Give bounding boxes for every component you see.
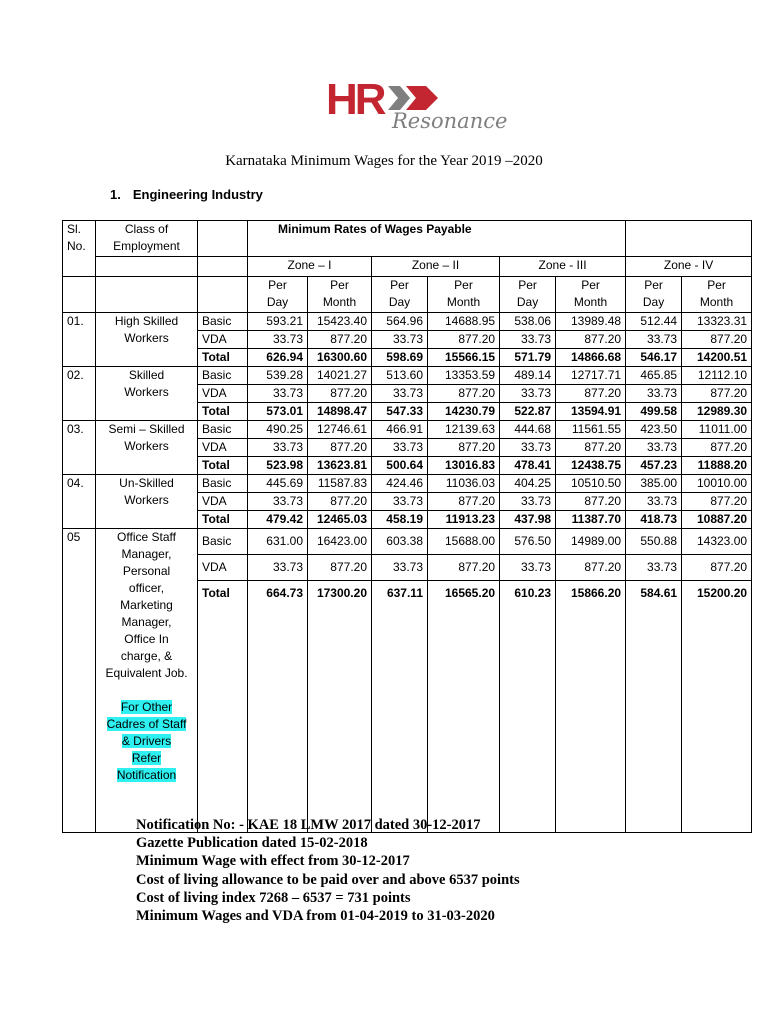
zone-header: Zone – I bbox=[248, 257, 372, 277]
wage-value: 10010.00 bbox=[682, 475, 752, 493]
page-title: Karnataka Minimum Wages for the Year 2019 –2020 bbox=[225, 153, 543, 169]
wage-value: 16565.20 bbox=[428, 581, 500, 833]
component-label: Basic bbox=[198, 367, 248, 385]
wage-value: 877.20 bbox=[308, 385, 372, 403]
wage-value: 546.17 bbox=[626, 349, 682, 367]
wage-value: 512.44 bbox=[626, 313, 682, 331]
class-of-employment: Semi – Skilled Workers bbox=[96, 421, 198, 475]
wage-value: 877.20 bbox=[308, 493, 372, 511]
wage-value: 584.61 bbox=[626, 581, 682, 833]
wage-value: 13353.59 bbox=[428, 367, 500, 385]
wage-value: 33.73 bbox=[372, 493, 428, 511]
wage-value: 12746.61 bbox=[308, 421, 372, 439]
component-label: VDA bbox=[198, 439, 248, 457]
wage-value: 11888.20 bbox=[682, 457, 752, 475]
wage-value: 593.21 bbox=[248, 313, 308, 331]
wage-value: 12717.71 bbox=[556, 367, 626, 385]
component-label: Total bbox=[198, 581, 248, 833]
zone-header: Zone - IV bbox=[626, 257, 752, 277]
wage-value: 33.73 bbox=[372, 555, 428, 581]
wage-value: 877.20 bbox=[308, 555, 372, 581]
wage-value: 499.58 bbox=[626, 403, 682, 421]
wage-value: 33.73 bbox=[626, 331, 682, 349]
wage-value: 877.20 bbox=[556, 385, 626, 403]
wage-value: 877.20 bbox=[556, 331, 626, 349]
wage-value: 466.91 bbox=[372, 421, 428, 439]
component-label: Total bbox=[198, 349, 248, 367]
per-day-header: Per Day bbox=[248, 277, 308, 313]
wage-value: 603.38 bbox=[372, 529, 428, 555]
wage-value: 13016.83 bbox=[428, 457, 500, 475]
wage-value: 33.73 bbox=[500, 493, 556, 511]
wage-value: 550.88 bbox=[626, 529, 682, 555]
refer-notification-note: For Other Cadres of Staff & Drivers Refer Notification bbox=[106, 700, 187, 782]
wage-value: 423.50 bbox=[626, 421, 682, 439]
sl-no: 02. bbox=[63, 367, 96, 421]
wage-value: 610.23 bbox=[500, 581, 556, 833]
table-row bbox=[63, 421, 752, 439]
component-label: Basic bbox=[198, 529, 248, 555]
wage-value: 33.73 bbox=[372, 385, 428, 403]
wage-value: 664.73 bbox=[248, 581, 308, 833]
note-line: Notification No: - KAE 18 LMW 2017 dated 30-12-2017 bbox=[136, 817, 481, 833]
wage-value: 490.25 bbox=[248, 421, 308, 439]
wage-value: 15688.00 bbox=[428, 529, 500, 555]
class-of-employment: Skilled Workers bbox=[96, 367, 198, 421]
wage-value: 15423.40 bbox=[308, 313, 372, 331]
wage-value: 877.20 bbox=[556, 493, 626, 511]
wage-value: 11587.83 bbox=[308, 475, 372, 493]
table-row bbox=[63, 475, 752, 493]
wage-value: 877.20 bbox=[682, 555, 752, 581]
wage-value: 12465.03 bbox=[308, 511, 372, 529]
wage-value: 523.98 bbox=[248, 457, 308, 475]
wage-value: 33.73 bbox=[500, 331, 556, 349]
wage-value: 13989.48 bbox=[556, 313, 626, 331]
wage-value: 12139.63 bbox=[428, 421, 500, 439]
wage-value: 11561.55 bbox=[556, 421, 626, 439]
wage-value: 33.73 bbox=[248, 331, 308, 349]
wage-value: 631.00 bbox=[248, 529, 308, 555]
wage-value: 877.20 bbox=[682, 331, 752, 349]
wage-value: 33.73 bbox=[626, 385, 682, 403]
wage-value: 445.69 bbox=[248, 475, 308, 493]
wage-value: 437.98 bbox=[500, 511, 556, 529]
wage-value: 444.68 bbox=[500, 421, 556, 439]
wage-value: 14200.51 bbox=[682, 349, 752, 367]
wage-value: 457.23 bbox=[626, 457, 682, 475]
wage-value: 877.20 bbox=[428, 439, 500, 457]
note-line: Minimum Wages and VDA from 01-04-2019 to 31-03-2020 bbox=[136, 908, 495, 925]
wage-value: 33.73 bbox=[626, 493, 682, 511]
wage-value: 478.41 bbox=[500, 457, 556, 475]
wage-value: 33.73 bbox=[248, 555, 308, 581]
wage-value: 877.20 bbox=[682, 493, 752, 511]
wage-value: 13623.81 bbox=[308, 457, 372, 475]
wage-value: 14989.00 bbox=[556, 529, 626, 555]
wage-value: 513.60 bbox=[372, 367, 428, 385]
wage-value: 573.01 bbox=[248, 403, 308, 421]
wage-value: 489.14 bbox=[500, 367, 556, 385]
per-month-header: Per Month bbox=[682, 277, 752, 313]
wage-value: 418.73 bbox=[626, 511, 682, 529]
class-of-employment: High Skilled Workers bbox=[96, 313, 198, 367]
component-label: VDA bbox=[198, 555, 248, 581]
wage-value: 547.33 bbox=[372, 403, 428, 421]
wage-value: 564.96 bbox=[372, 313, 428, 331]
wage-value: 522.87 bbox=[500, 403, 556, 421]
wage-value: 877.20 bbox=[556, 555, 626, 581]
notification-notes bbox=[136, 816, 520, 925]
component-label: VDA bbox=[198, 385, 248, 403]
per-day-header: Per Day bbox=[372, 277, 428, 313]
wage-value: 11387.70 bbox=[556, 511, 626, 529]
wage-value: 14688.95 bbox=[428, 313, 500, 331]
wage-value: 33.73 bbox=[626, 439, 682, 457]
class-of-employment: Un-Skilled Workers bbox=[96, 475, 198, 529]
wage-value: 15200.20 bbox=[682, 581, 752, 833]
component-label: Total bbox=[198, 511, 248, 529]
wage-value: 10887.20 bbox=[682, 511, 752, 529]
component-label: Basic bbox=[198, 313, 248, 331]
component-label: Basic bbox=[198, 475, 248, 493]
wage-value: 465.85 bbox=[626, 367, 682, 385]
component-label: VDA bbox=[198, 493, 248, 511]
wage-value: 12112.10 bbox=[682, 367, 752, 385]
header-sl: Sl. No. bbox=[63, 221, 96, 277]
wage-value: 16423.00 bbox=[308, 529, 372, 555]
component-label: Basic bbox=[198, 421, 248, 439]
table-row bbox=[63, 367, 752, 385]
wage-value: 458.19 bbox=[372, 511, 428, 529]
sl-no: 04. bbox=[63, 475, 96, 529]
wage-value: 877.20 bbox=[428, 493, 500, 511]
logo-mark: HR bbox=[326, 75, 384, 124]
wage-value: 598.69 bbox=[372, 349, 428, 367]
per-month-header: Per Month bbox=[556, 277, 626, 313]
wage-value: 11036.03 bbox=[428, 475, 500, 493]
zone-header: Zone - III bbox=[500, 257, 626, 277]
wage-value: 877.20 bbox=[682, 385, 752, 403]
logo-sub: Resonance bbox=[392, 109, 508, 133]
wage-value: 14230.79 bbox=[428, 403, 500, 421]
wage-value: 33.73 bbox=[372, 331, 428, 349]
wages-table bbox=[62, 220, 752, 833]
header-class: Class of Employment bbox=[96, 221, 198, 257]
header-rates: Minimum Rates of Wages Payable bbox=[248, 221, 500, 257]
wage-value: 15566.15 bbox=[428, 349, 500, 367]
wage-value: 13323.31 bbox=[682, 313, 752, 331]
wage-value: 626.94 bbox=[248, 349, 308, 367]
wage-value: 877.20 bbox=[308, 331, 372, 349]
wage-value: 538.06 bbox=[500, 313, 556, 331]
wage-value: 10510.50 bbox=[556, 475, 626, 493]
wage-value: 877.20 bbox=[556, 439, 626, 457]
wage-value: 16300.60 bbox=[308, 349, 372, 367]
wage-value: 33.73 bbox=[248, 439, 308, 457]
wage-value: 33.73 bbox=[372, 439, 428, 457]
wage-value: 33.73 bbox=[248, 493, 308, 511]
wage-value: 877.20 bbox=[428, 385, 500, 403]
sl-no: 03. bbox=[63, 421, 96, 475]
note-line: Gazette Publication dated 15-02-2018 bbox=[136, 835, 368, 852]
note-line: Minimum Wage with effect from 30-12-2017 bbox=[136, 853, 410, 870]
wage-value: 424.46 bbox=[372, 475, 428, 493]
table-row bbox=[63, 529, 752, 555]
sl-no: 05 bbox=[63, 529, 96, 833]
table-row bbox=[63, 313, 752, 331]
wage-value: 571.79 bbox=[500, 349, 556, 367]
wage-value: 33.73 bbox=[626, 555, 682, 581]
component-label: Total bbox=[198, 457, 248, 475]
per-day-header: Per Day bbox=[500, 277, 556, 313]
wage-value: 479.42 bbox=[248, 511, 308, 529]
note-line: Cost of living allowance to be paid over and above 6537 points bbox=[136, 871, 520, 888]
wage-value: 33.73 bbox=[500, 385, 556, 403]
per-month-header: Per Month bbox=[308, 277, 372, 313]
note-line: Cost of living index 7268 – 6537 = 731 points bbox=[136, 889, 411, 906]
wage-value: 17300.20 bbox=[308, 581, 372, 833]
wage-value: 877.20 bbox=[308, 439, 372, 457]
wage-value: 12438.75 bbox=[556, 457, 626, 475]
wage-value: 12989.30 bbox=[682, 403, 752, 421]
wage-value: 11913.23 bbox=[428, 511, 500, 529]
wage-value: 15866.20 bbox=[556, 581, 626, 833]
wage-value: 576.50 bbox=[500, 529, 556, 555]
wage-value: 404.25 bbox=[500, 475, 556, 493]
per-day-header: Per Day bbox=[626, 277, 682, 313]
wage-value: 14898.47 bbox=[308, 403, 372, 421]
per-month-header: Per Month bbox=[428, 277, 500, 313]
class-of-employment: Office Staff Manager, Personal officer, Marketing Manager, Office In charge, & Equivalent Job. For Other Cadres of Staff & Drivers Refer Notification bbox=[96, 529, 198, 833]
hr-resonance-logo bbox=[322, 66, 510, 138]
wage-value: 14866.68 bbox=[556, 349, 626, 367]
wage-value: 11011.00 bbox=[682, 421, 752, 439]
component-label: Total bbox=[198, 403, 248, 421]
wage-value: 877.20 bbox=[428, 555, 500, 581]
wage-value: 33.73 bbox=[500, 439, 556, 457]
wage-value: 539.28 bbox=[248, 367, 308, 385]
wage-value: 33.73 bbox=[248, 385, 308, 403]
wage-value: 33.73 bbox=[500, 555, 556, 581]
component-label: VDA bbox=[198, 331, 248, 349]
wage-value: 500.64 bbox=[372, 457, 428, 475]
sl-no: 01. bbox=[63, 313, 96, 367]
wage-value: 877.20 bbox=[428, 331, 500, 349]
wage-value: 877.20 bbox=[682, 439, 752, 457]
wage-value: 13594.91 bbox=[556, 403, 626, 421]
zone-header: Zone – II bbox=[372, 257, 500, 277]
wage-value: 385.00 bbox=[626, 475, 682, 493]
wage-value: 637.11 bbox=[372, 581, 428, 833]
wage-value: 14323.00 bbox=[682, 529, 752, 555]
wage-value: 14021.27 bbox=[308, 367, 372, 385]
section-heading: 1. Engineering Industry bbox=[110, 187, 263, 202]
